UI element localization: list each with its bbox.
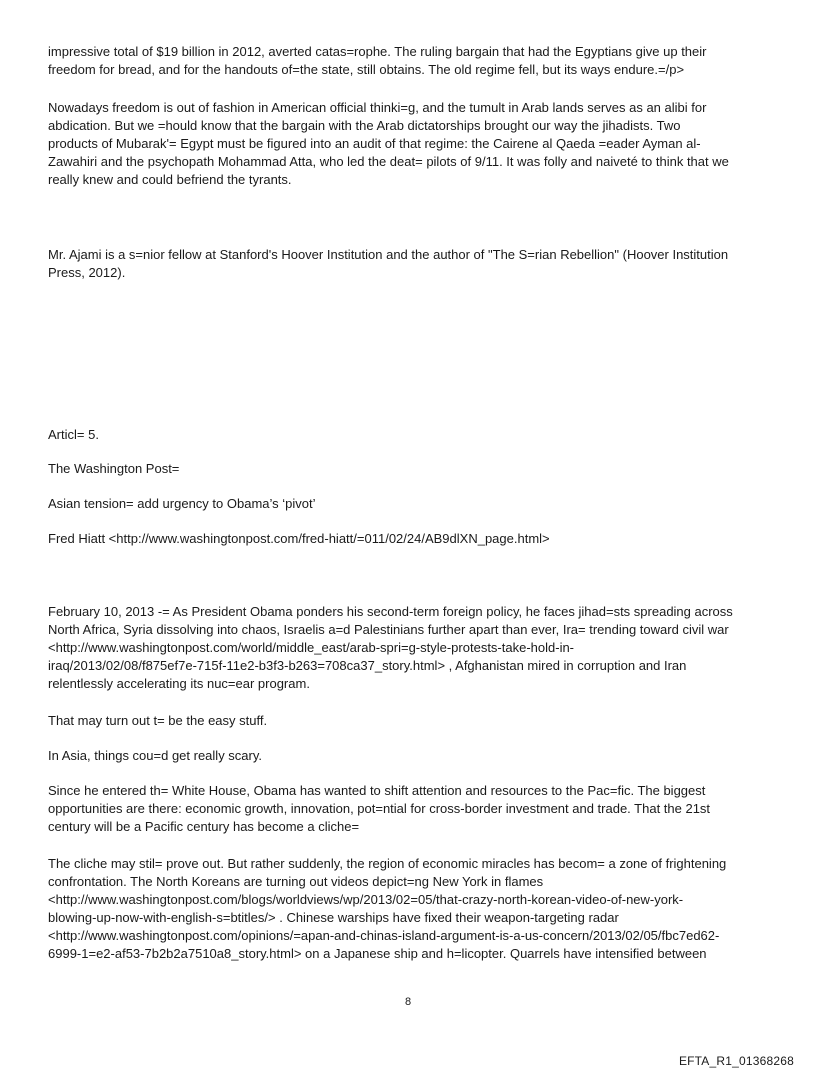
- paragraph-easy-stuff: That may turn out t= be the easy stuff.: [48, 713, 268, 728]
- page-number: 8: [404, 996, 412, 1008]
- publication-name: The Washington Post=: [48, 461, 180, 476]
- document-id: EFTA_R1_01368268: [678, 1054, 794, 1068]
- paragraph-pacific-pivot: Since he entered th= White House, Obama has wanted to shift attention and resources to the Pac=fic. The biggest opportunities are there: economic growth, innovation, pot=ntial for cross-border investment and trade. That the 21st century will be a Pacific century has become a cliche=: [48, 783, 711, 834]
- paragraph-asia-scary: In Asia, things cou=d get really scary.: [48, 748, 263, 763]
- paragraph-freedom-out-of-fashion: Nowadays freedom is out of fashion in American official thinki=g, and the tumult in Arab lands serves as an alibi for abdication. But we =hould know that the bargain with the Arab dictatorships brought our way the jihadists. Two products of Mubarak'= Egypt must be figured into an audit of that regime: the Cairene al Qaeda =eader Ayman al- Zawahiri and the psychopath Mohammad Atta, who led the deat= pilots of 9/11. It was folly and naiveté to think that we really knew and could befriend the tyrants.: [48, 100, 729, 187]
- article-number: Articl= 5.: [48, 427, 99, 442]
- paragraph-confrontation: The cliche may stil= prove out. But rather suddenly, the region of economic miracles has becom= a zone of frightening confrontation. The North Koreans are turning out videos depict=ng New York in flames <http://www.washingtonpost.com/blogs/worldviews/wp/2013/02=05/that-crazy-north-korean-video-of-new-york- blowing-up-now-with-english-s=btitles/> . Chinese warships have fixed their weapon-targeting radar <http://www.washingtonpost.com/opinions/=apan-and-chinas-island-argument-is-a-us-concern/2013/02/05/fbc7ed62- 6999-1=e2-af53-7b2b2a7510a8_story.html> on a Japanese ship and h=licopter. Quarrels have intensified between: [48, 856, 727, 961]
- paragraph-author-bio: Mr. Ajami is a s=nior fellow at Stanford's Hoover Institution and the author of "The S=rian Rebellion" (Hoover Institution Press, 2012).: [48, 247, 729, 280]
- paragraph-egypt-bargain: impressive total of $19 billion in 2012, averted catas=rophe. The ruling bargain that had the Egyptians give up their freedom for bread, and for the handouts of=the state, still obtains. The old regime fell, but its ways endure.=/p>: [48, 44, 707, 77]
- article-headline: Asian tension= add urgency to Obama’s ‘pivot’: [48, 496, 316, 511]
- paragraph-obama-foreign-policy: February 10, 2013 -= As President Obama ponders his second-term foreign policy, he faces jihad=sts spreading across North Africa, Syria dissolving into chaos, Israelis a=d Palestinians further apart than ever, Ira= trending toward civil war <http://www.washingtonpost.com/world/middle_east/arab-spri=g-style-protests-take-hold-in- iraq/2013/02/08/f875ef7e-715f-11e2-b3f3-b263=708ca37_story.html> , Afghanistan mired in corruption and Iran relentlessly accelerating its nuc=ear program.: [48, 604, 733, 691]
- article-byline: Fred Hiatt <http://www.washingtonpost.com/fred-hiatt/=011/02/24/AB9dlXN_page.html>: [48, 531, 550, 546]
